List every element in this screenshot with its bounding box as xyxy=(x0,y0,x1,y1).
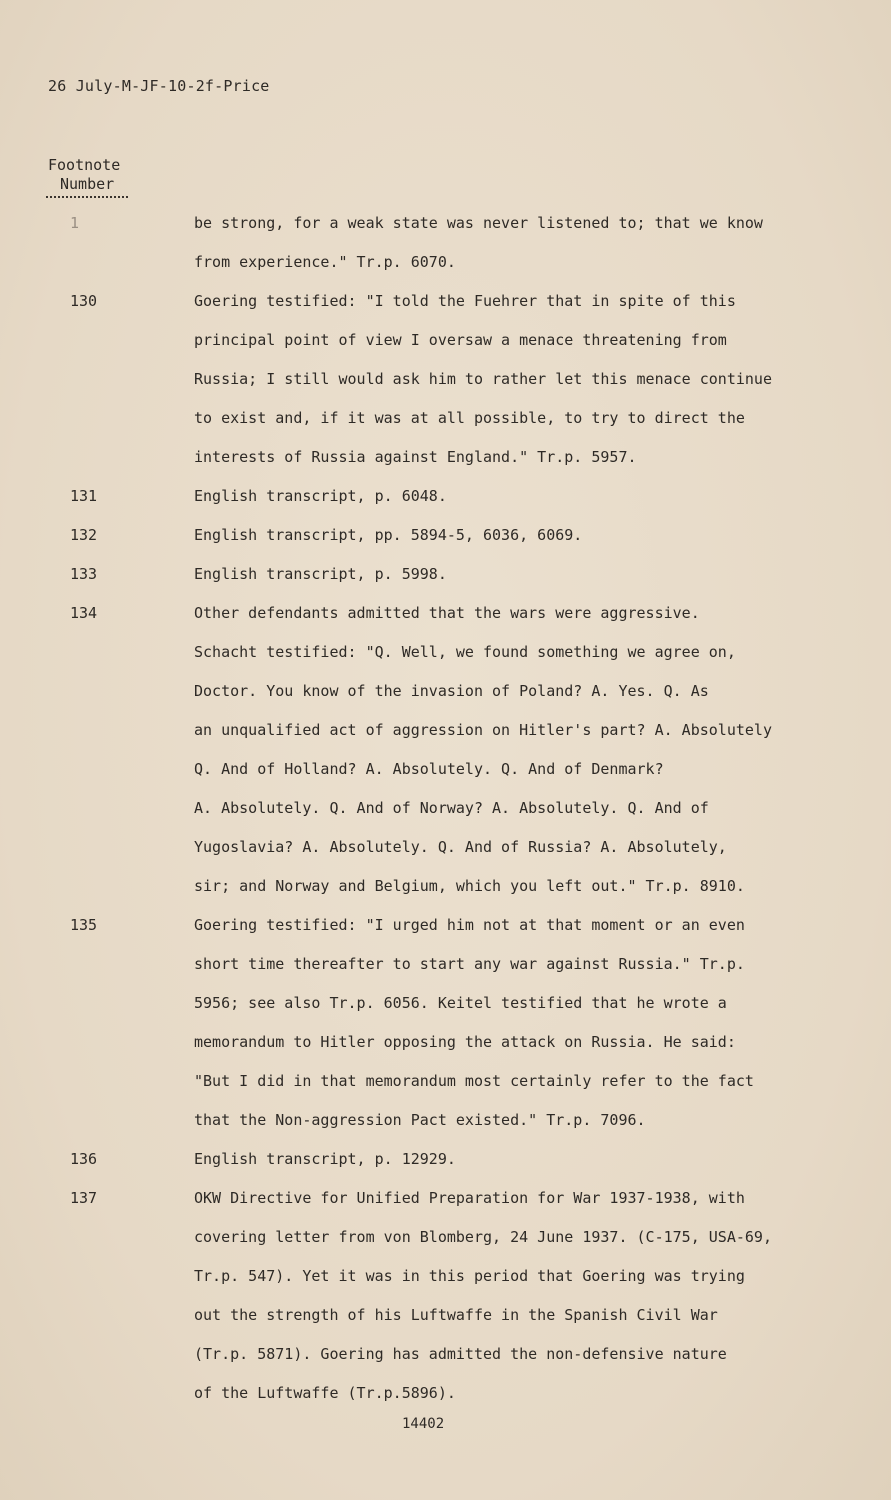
footnote-line: Tr.p. 547). Yet it was in this period that Goering was trying xyxy=(194,1267,745,1285)
footnote-line: Other defendants admitted that the wars were aggressive. xyxy=(194,604,700,622)
footnote-line: English transcript, pp. 5894-5, 6036, 6069. xyxy=(194,526,583,544)
footnote-text xyxy=(194,1140,844,1179)
footnote-line: that the Non-aggression Pact existed." Tr.p. 7096. xyxy=(194,1111,646,1129)
footnote-line: out the strength of his Luftwaffe in the Spanish Civil War xyxy=(194,1306,718,1324)
footnote-line: Russia; I still would ask him to rather let this menace continue xyxy=(194,370,772,388)
footnote-line: Yugoslavia? A. Absolutely. Q. And of Russia? A. Absolutely, xyxy=(194,838,727,856)
footnote-line: English transcript, p. 5998. xyxy=(194,565,447,583)
footnote-text xyxy=(194,1179,844,1413)
footnote-line: Q. And of Holland? A. Absolutely. Q. And of Denmark? xyxy=(194,760,664,778)
footnote-line: to exist and, if it was at all possible, to try to direct the xyxy=(194,409,745,427)
footnote-number: 132 xyxy=(70,526,98,544)
footnote-line: an unqualified act of aggression on Hitler's part? A. Absolutely xyxy=(194,721,772,739)
footnote-text xyxy=(194,906,844,1140)
footnote-number: 1 xyxy=(70,214,80,232)
document-reference-header: 26 July-M-JF-10-2f-Price xyxy=(48,77,270,95)
footnote-line: 5956; see also Tr.p. 6056. Keitel testified that he wrote a xyxy=(194,994,727,1012)
footnote-line: OKW Directive for Unified Preparation for War 1937-1938, with xyxy=(194,1189,745,1207)
footnote-text xyxy=(194,204,844,282)
footnote-line: interests of Russia against England." Tr.p. 5957. xyxy=(194,448,637,466)
footnote-line: English transcript, p. 6048. xyxy=(194,487,447,505)
footnote-text xyxy=(194,555,844,594)
footnote-text xyxy=(194,477,844,516)
footnote-text xyxy=(194,594,844,906)
heading-divider xyxy=(46,196,128,198)
footnote-text xyxy=(194,516,844,555)
footnote-line: covering letter from von Blomberg, 24 June 1937. (C-175, USA-69, xyxy=(194,1228,772,1246)
footnote-number: 137 xyxy=(70,1189,98,1207)
footnote-line: principal point of view I oversaw a menace threatening from xyxy=(194,331,727,349)
footnote-line: "But I did in that memorandum most certainly refer to the fact xyxy=(194,1072,754,1090)
footnote-line: of the Luftwaffe (Tr.p.5896). xyxy=(194,1384,456,1402)
footnote-line: A. Absolutely. Q. And of Norway? A. Absolutely. Q. And of xyxy=(194,799,709,817)
footnote-number: 134 xyxy=(70,604,98,622)
footnote-line: Goering testified: "I told the Fuehrer that in spite of this xyxy=(194,292,736,310)
footnote-line: (Tr.p. 5871). Goering has admitted the non-defensive nature xyxy=(194,1345,727,1363)
footnote-line: Doctor. You know of the invasion of Poland? A. Yes. Q. As xyxy=(194,682,709,700)
footnote-text xyxy=(194,282,844,477)
footnote-number: 135 xyxy=(70,916,98,934)
footnote-number: 130 xyxy=(70,292,98,310)
footnote-line: be strong, for a weak state was never listened to; that we know xyxy=(194,214,763,232)
footnote-line: Goering testified: "I urged him not at that moment or an even xyxy=(194,916,745,934)
footnote-line: sir; and Norway and Belgium, which you left out." Tr.p. 8910. xyxy=(194,877,745,895)
footnote-number: 133 xyxy=(70,565,98,583)
footnote-heading-line1: Footnote xyxy=(48,156,121,174)
footnote-number: 131 xyxy=(70,487,98,505)
footnote-line: short time thereafter to start any war against Russia." Tr.p. xyxy=(194,955,745,973)
footnote-number: 136 xyxy=(70,1150,98,1168)
footnote-line: from experience." Tr.p. 6070. xyxy=(194,253,456,271)
footnote-line: memorandum to Hitler opposing the attack on Russia. He said: xyxy=(194,1033,736,1051)
footnote-heading-line2: Number xyxy=(60,175,115,193)
footnote-line: Schacht testified: "Q. Well, we found something we agree on, xyxy=(194,643,736,661)
footnote-number-heading xyxy=(48,156,120,194)
page-number: 14402 xyxy=(402,1416,445,1432)
footnote-line: English transcript, p. 12929. xyxy=(194,1150,456,1168)
